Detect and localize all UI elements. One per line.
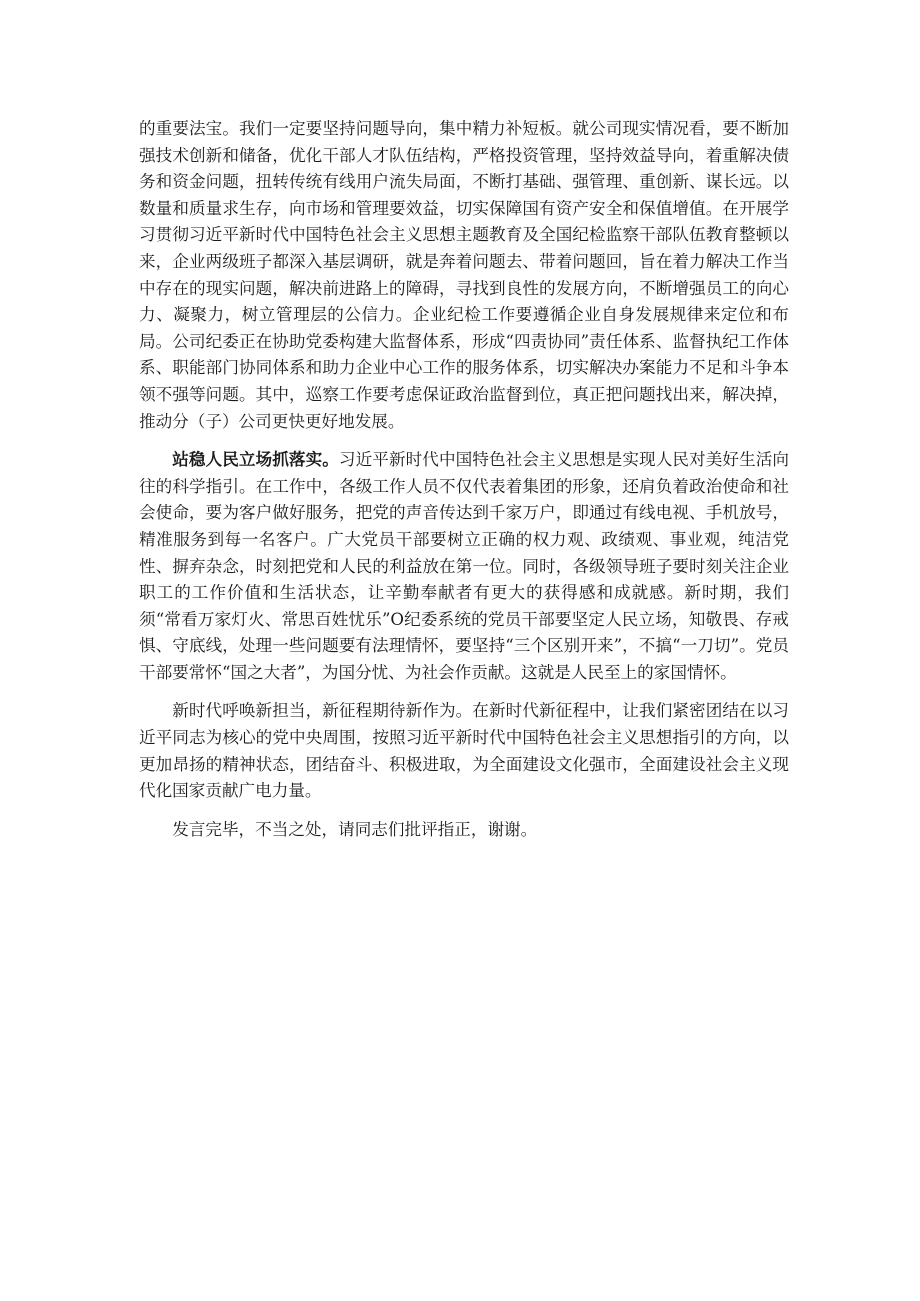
- paragraph-text: 新时代呼唤新担当，新征程期待新作为。在新时代新征程中，让我们紧密团结在以习近平同志为核心的党中央周围，按照习近平新时代中国特色社会主义思想指引的方向，以更加昂扬的精神状态，团结奋斗、积极进取，为全面建设文化强市，全面建设社会主义现代化国家贡献广电力量。: [139, 701, 789, 801]
- paragraph-closing: [139, 817, 789, 844]
- paragraph-text: 习近平新时代中国特色社会主义思想是实现人民对美好生活向往的科学指引。在工作中，各级工作人员不仅代表着集团的形象，还肩负着政治使命和社会使命，要为客户做好服务，把党的声音传达到千家万户，即通过有线电视、手机放号，精准服务到每一名客户。广大党员干部要树立正确的权力观、政绩观、事业观，纯洁党性、摒弃杂念，时刻把党和人民的利益放在第一位。同时，各级领导班子要时刻关注企业职工的工作价值和生活状态，让辛勤奉献者有更大的获得感和成就感。新时期，我们须“常看万家灯火、常思百姓忧乐”O纪委系统的党员干部要坚定人民立场，知敬畏、存戒惧、守底线，处理一些问题要有法理情怀，要坚持“三个区别开来”，不搞“一刀切”。党员干部要常怀“国之大者”，为国分忧、为社会作贡献。这就是人民至上的家国情怀。: [139, 450, 790, 682]
- paragraph-people-stance: [139, 447, 789, 686]
- paragraph-text: 发言完毕，不当之处，请同志们批评指正，谢谢。: [172, 819, 538, 839]
- paragraph-text: 的重要法宝。我们一定要坚持问题导向，集中精力补短板。就公司现实情况看，要不断加强技术创新和储备，优化干部人才队伍结构，严格投资管理，坚持效益导向，着重解决债务和资金问题，扭转传统有线用户流失局面，不断打基础、强管理、重创新、谋长远。以数量和质量求生存，向市场和管理要效益，切实保障国有资产安全和保值增值。在开展学习贯彻习近平新时代中国特色社会主义思想主题教育及全国纪检监察干部队伍教育整顿以来，企业两级班子都深入基层调研，就是奔着问题去、带着问题回，旨在着力解决工作当中存在的现实问题，解决前进路上的障碍，寻找到良性的发展方向，不断增强员工的向心力、凝聚力，树立管理层的公信力。企业纪检工作要遵循企业自身发展规律来定位和布局。公司纪委正在协助党委构建大监督体系，形成“四责协同”责任体系、监督执纪工作体系、职能部门协同体系和助力企业中心工作的服务体系，切实解决办案能力不足和斗争本领不强等问题。其中，巡察工作要考虑保证政治监督到位，真正把问题找出来，解决掉，推动分（子）公司更快更好地发展。: [139, 119, 789, 431]
- document-body: [139, 116, 789, 855]
- paragraph-lead-heading: 站稳人民立场抓落实。: [172, 450, 339, 470]
- paragraph-continuation: [139, 116, 789, 435]
- paragraph-new-era: [139, 698, 789, 804]
